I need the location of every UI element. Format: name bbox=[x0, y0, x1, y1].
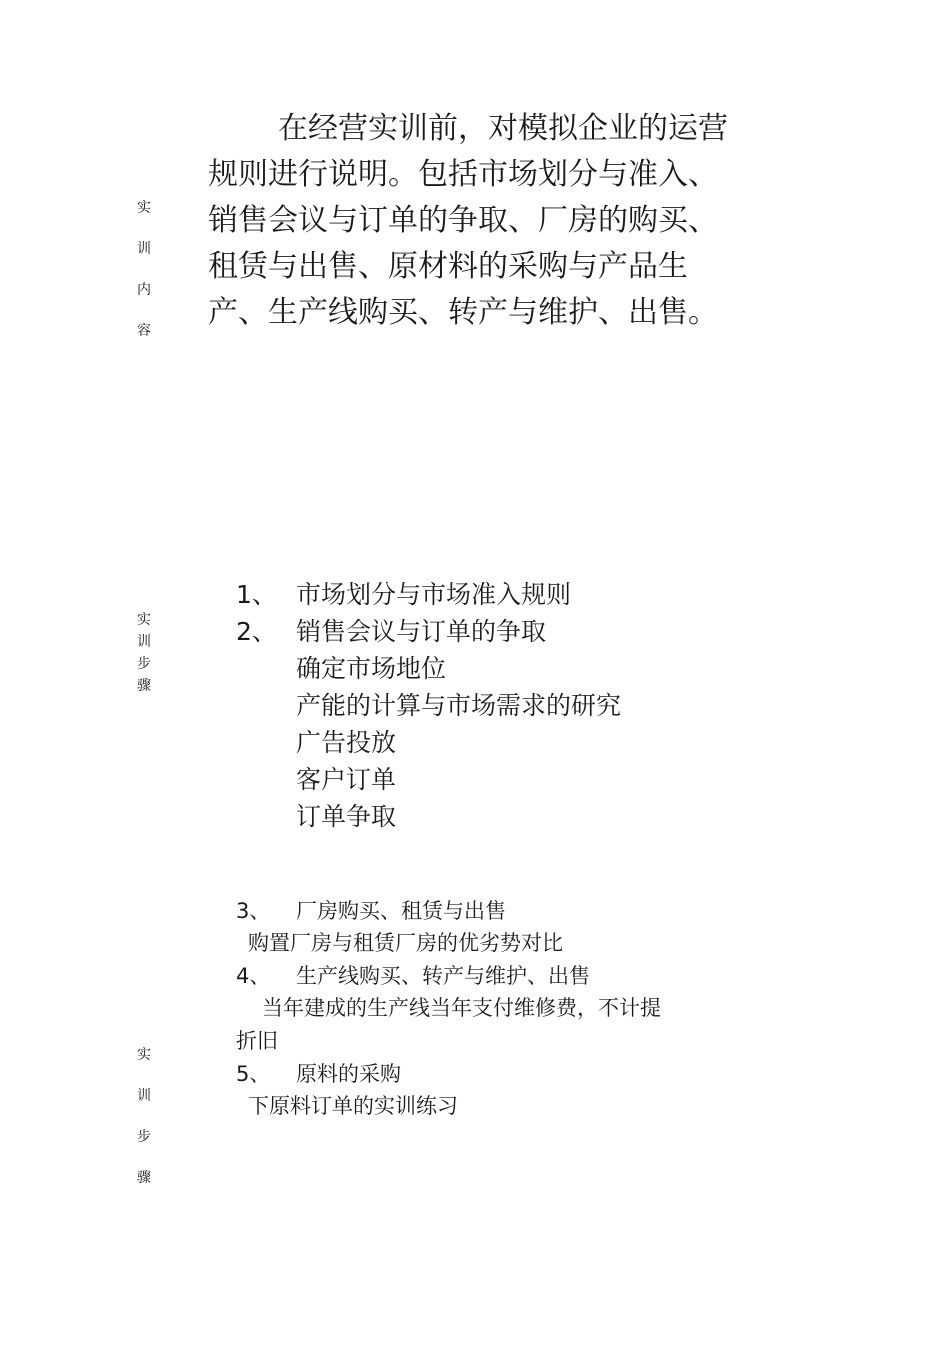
step-item bbox=[236, 1058, 716, 1090]
step-subitem: 确定市场地位 bbox=[296, 654, 447, 683]
step-item bbox=[236, 613, 736, 650]
label-char: 步 bbox=[137, 656, 151, 672]
step-note-continued: 折旧 bbox=[236, 1029, 278, 1053]
step-item bbox=[236, 895, 716, 927]
step-note: 购置厂房与租赁厂房的优劣势对比 bbox=[248, 931, 563, 955]
section-label-content bbox=[130, 198, 158, 362]
step-title: 厂房购买、租赁与出售 bbox=[296, 899, 506, 923]
label-char: 训 bbox=[137, 241, 151, 257]
label-char: 训 bbox=[137, 1088, 151, 1104]
section-label-steps-b bbox=[130, 1045, 158, 1209]
step-number: 3、 bbox=[236, 899, 271, 923]
step-number: 2、 bbox=[236, 617, 277, 646]
content-section bbox=[208, 106, 728, 336]
step-number: 4、 bbox=[236, 964, 271, 988]
step-note: 下原料订单的实训练习 bbox=[248, 1094, 458, 1118]
steps-list-a bbox=[236, 576, 736, 835]
label-char: 骤 bbox=[137, 678, 151, 694]
step-title: 销售会议与订单的争取 bbox=[296, 617, 547, 646]
step-subitem: 订单争取 bbox=[296, 802, 397, 831]
label-char: 内 bbox=[137, 282, 151, 298]
label-char: 实 bbox=[137, 1047, 151, 1063]
step-note: 当年建成的生产线当年支付维修费，不计提 bbox=[262, 996, 661, 1020]
step-subitem: 客户订单 bbox=[296, 765, 397, 794]
content-paragraph: 在经营实训前，对模拟企业的运营规则进行说明。包括市场划分与准入、销售会议与订单的争取、厂房的购买、租赁与出售、原材料的采购与产品生产、生产线购买、转产与维护、出售。 bbox=[208, 111, 728, 330]
label-char: 容 bbox=[137, 323, 151, 339]
step-title: 市场划分与市场准入规则 bbox=[296, 580, 572, 609]
step-number: 1、 bbox=[236, 580, 277, 609]
step-title: 生产线购买、转产与维护、出售 bbox=[296, 964, 590, 988]
steps-list-b bbox=[236, 895, 716, 1123]
step-subitem: 产能的计算与市场需求的研究 bbox=[296, 691, 622, 720]
label-char: 实 bbox=[137, 200, 151, 216]
step-item bbox=[236, 960, 716, 992]
step-number: 5、 bbox=[236, 1062, 271, 1086]
step-item bbox=[236, 576, 736, 613]
label-char: 训 bbox=[137, 634, 151, 650]
label-char: 实 bbox=[137, 612, 151, 628]
section-label-steps-a bbox=[130, 610, 158, 698]
label-char: 步 bbox=[137, 1129, 151, 1145]
label-char: 骤 bbox=[137, 1170, 151, 1186]
step-title: 原料的采购 bbox=[296, 1062, 401, 1086]
step-subitem: 广告投放 bbox=[296, 728, 397, 757]
